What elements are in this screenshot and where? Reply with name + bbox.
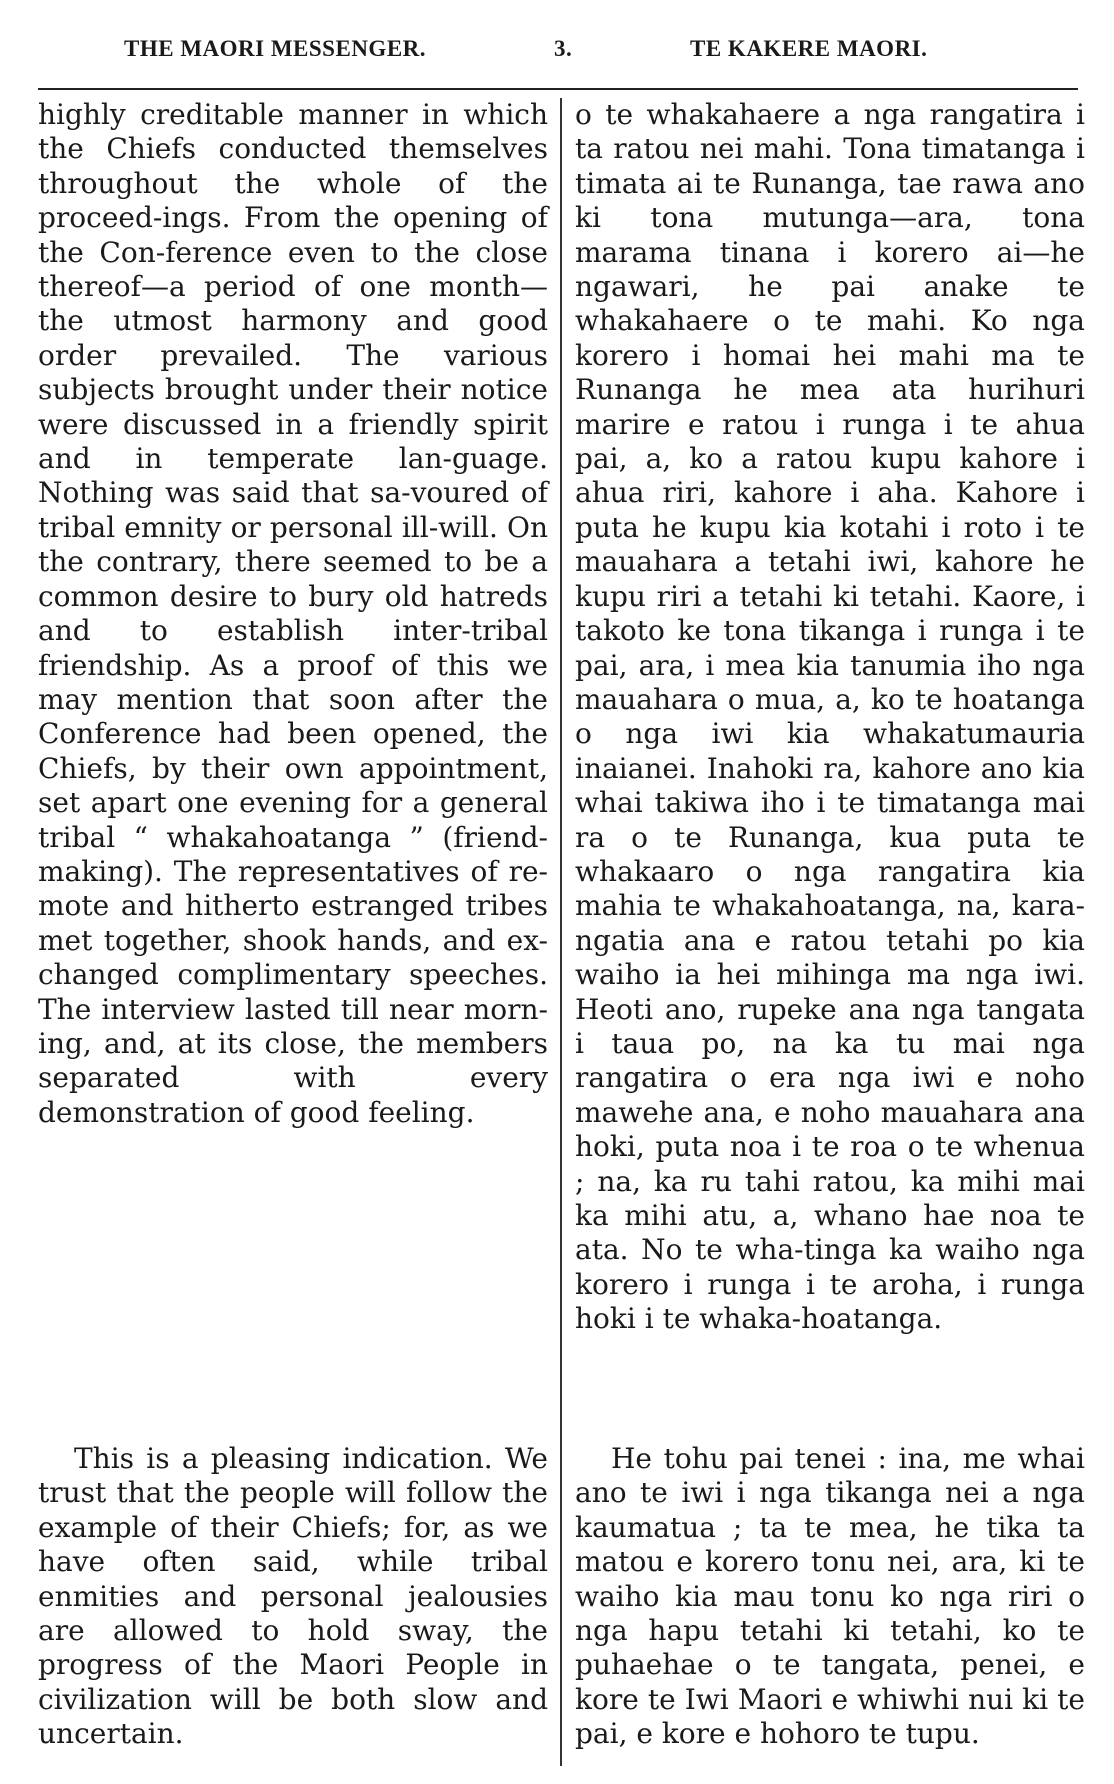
maori-paragraph-1: o te whakahaere a nga rangatira i ta ratou nei mahi. Tona timatanga i timata ai te Runanga, tae rawa ano ki tona mutunga—ara, tona marama tinana i korero ai—he ngawari, he pai anake te whakahaere o te mahi. Ko nga korero i homai hei mahi ma te Runanga he mea ata hurihuri marire e ratou i runga i te ahua pai, a, ko a ratou kupu kahore i ahua riri, kahore i aha. Kahore i puta he kupu kia kotahi i roto i te mauahara a tetahi iwi, kahore he kupu riri a tetahi ki tetahi. Kaore, i takoto ke tona tikanga i runga i te pai, ara, i mea kia tanumia iho nga mauahara o mua, a, ko te hoatanga o nga iwi kia whakatumauria inaianei. Inahoki ra, kahore ano kia whai takiwa iho i te timatanga mai ra o te Runanga, kua puta te whakaaro o nga rangatira kia mahia te whakahoatanga, na, kara-ngatia ana e ratou tetahi po kia waiho ia hei mihinga ma nga iwi. Heoti ano, rupeke ana nga tangata i taua po, na ka tu mai nga rangatira o era nga iwi e noho mawehe ana, e noho mauahara ana hoki, puta noa i te roa o te whenua ; na, ka ru tahi ratou, ka mihi mai ka mihi atu, a, whano hae noa te ata. No te wha-tinga ka waiho nga korero i runga i te aroha, i runga hoki i te whaka-hoatanga.	[575, 98, 1085, 1336]
maori-column-top	[575, 98, 1085, 1337]
page-number: 3.	[554, 36, 573, 61]
english-column-bottom	[38, 1442, 548, 1752]
header-rule	[38, 88, 1078, 90]
english-column-top	[38, 98, 548, 1130]
header-maori-title: TE KAKERE MAORI.	[690, 36, 928, 61]
header-english-title: THE MAORI MESSENGER.	[124, 36, 427, 61]
english-paragraph-1: highly creditable manner in which the Chiefs conducted themselves throughout the whole of the proceed-ings. From the opening of the Con-ference even to the close thereof—a period of one month—the utmost harmony and good order prevailed. The various subjects brought under their notice were discussed in a friendly spirit and in temperate lan-guage. Nothing was said that sa-voured of tribal emnity or personal ill-will. On the contrary, there seemed to be a common desire to bury old hatreds and to establish inter-tribal friendship. As a proof of this we may mention that soon after the Conference had been opened, the Chiefs, by their own appointment, set apart one evening for a general tribal “ whakahoatanga ” (friend-making). The representatives of re-mote and hitherto estranged tribes met together, shook hands, and ex-changed complimentary speeches. The interview lasted till near morn-ing, and, at its close, the members separated with every demonstration of good feeling.	[38, 98, 548, 1129]
english-paragraph-2: This is a pleasing indication. We trust that the people will follow the example of their Chiefs; for, as we have often said, while tribal enmities and personal jealousies are allowed to hold sway, the progress of the Maori People in civilization will be both slow and uncertain.	[38, 1442, 548, 1751]
maori-column-bottom	[575, 1442, 1085, 1752]
maori-paragraph-2: He tohu pai tenei : ina, me whai ano te iwi i nga tikanga nei a nga kaumatua ; ta te mea, he tika ta matou e korero tonu nei, ara, ki te waiho kia mau tonu ko nga riri o nga hapu tetahi ki tetahi, ko te puhaehae o te tangata, penei, e kore te Iwi Maori e whiwhi nui ki te pai, e kore e hohoro te tupu.	[575, 1442, 1085, 1751]
column-divider	[560, 98, 562, 1766]
